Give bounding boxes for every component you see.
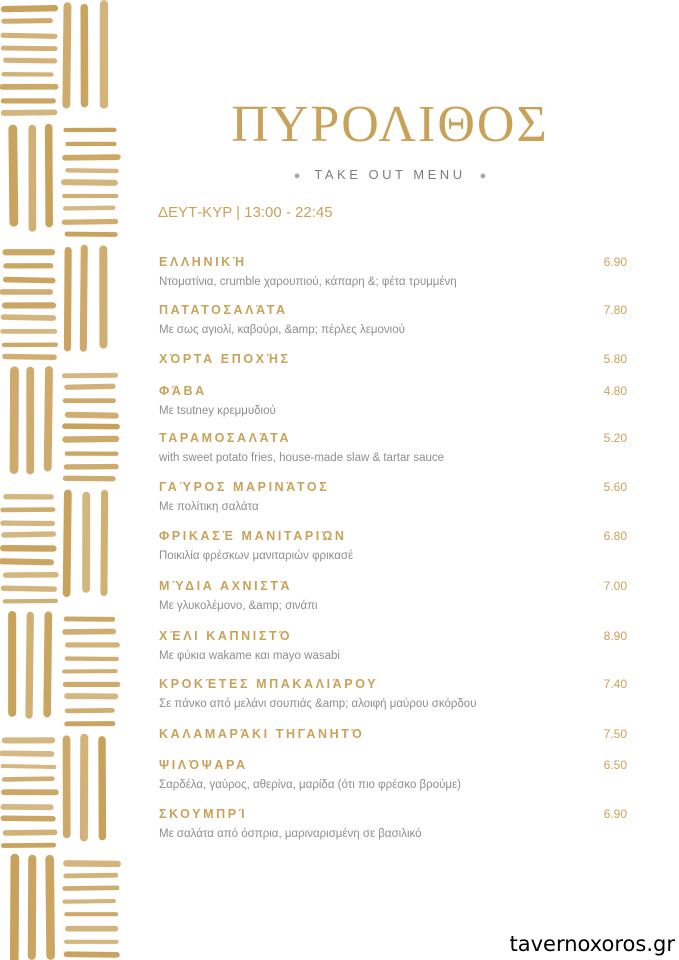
menu-item-price: 7.00 <box>603 579 627 593</box>
brush-stroke <box>65 157 118 158</box>
brush-stroke <box>64 375 115 376</box>
menu-item-name: ΨΙΛΌΨΑΡΑ <box>159 758 248 772</box>
menu-subtitle-text: TAKE OUT MENU <box>314 167 466 182</box>
brush-stroke <box>4 21 50 22</box>
brush-stroke <box>67 386 113 387</box>
menu-item-description: with sweet potato fries, house-made slaw & tartar sauce <box>159 452 445 464</box>
menu-item-name: ΚΡΟΚΈΤΕΣ ΜΠΑΚΑΛΙΆΡΟΥ <box>159 677 379 691</box>
menu-item-price: 6.80 <box>603 529 627 543</box>
brush-stroke <box>3 317 53 318</box>
menu-item-description: Με πολίτικη σαλάτα <box>159 501 259 513</box>
menu-item-description: Σε πάνκο από μελάνι σουπιάς &amp; αλοιφή μαύρου σκόρδου <box>159 698 477 710</box>
menu-item-description: Με σως αγιολί, καβούρι, &amp; πέρλες λεμονιού <box>159 324 405 336</box>
menu-item-price: 4.80 <box>603 384 627 398</box>
brush-stroke <box>67 170 116 171</box>
brush-stroke <box>5 356 54 357</box>
brush-stroke <box>6 832 55 833</box>
menu-item-name: ΣΚΟΥΜΠΡΊ <box>159 807 248 821</box>
brush-stroke <box>65 208 113 209</box>
brush-stroke <box>4 8 55 9</box>
menu-item-description: Ντοματίνια, crumble χαρουπιού, κάπαρη &; φέτα τρυμμένη <box>159 276 457 288</box>
menu-item-price: 5.80 <box>603 352 627 366</box>
brush-stroke <box>67 710 112 711</box>
brush-stroke-pattern <box>0 0 122 960</box>
brush-stroke <box>3 845 53 846</box>
menu-subtitle <box>160 166 620 184</box>
brush-stroke <box>66 863 117 864</box>
brush-stroke <box>5 601 56 602</box>
brush-stroke <box>29 615 30 715</box>
brush-stroke <box>3 48 55 49</box>
menu-item-description: Με σαλάτα από όσπρια, μαριναρισμένη σε βασιλικό <box>159 828 422 840</box>
brush-stroke <box>2 561 51 562</box>
brush-stroke <box>64 901 113 902</box>
brush-stroke <box>3 35 55 36</box>
brush-stroke <box>48 370 49 467</box>
brush-stroke <box>66 6 67 104</box>
brush-stroke <box>83 248 84 348</box>
brush-stroke <box>6 280 53 281</box>
brush-stroke <box>47 615 48 713</box>
brush-stroke <box>67 251 68 348</box>
brush-stroke <box>3 588 54 589</box>
brush-stroke <box>65 439 116 440</box>
menu-item-price: 5.20 <box>603 431 627 445</box>
opening-hours: ΔΕΥΤ-ΚΥΡ | 13:00 - 22:45 <box>158 204 333 221</box>
bullet-dot-right: ● <box>479 170 487 182</box>
menu-item-description: Ποικιλία φρέσκων μανιταριών φρικασέ <box>159 550 354 562</box>
menu-item-name: ΦΡΙΚΑΣΈ ΜΑΝΙΤΑΡΙΏΝ <box>159 529 347 543</box>
brush-stroke <box>67 954 117 955</box>
menu-item-name: ΤΑΡΑΜΟΣΑΛΆΤΑ <box>159 431 292 445</box>
brush-stroke <box>14 858 15 958</box>
menu-item-name: ΠΑΤΑΤΟΣΑΛΆΤΑ <box>159 303 288 317</box>
brush-stroke <box>67 494 68 594</box>
menu-item-description: Με φύκια wakame και mayo wasabi <box>159 650 340 662</box>
brush-stroke <box>3 766 55 767</box>
brush-stroke <box>65 888 117 889</box>
brush-stroke <box>4 112 55 113</box>
brush-stroke <box>3 818 53 819</box>
brush-stroke <box>6 60 55 61</box>
brush-stroke <box>66 875 116 876</box>
menu-item-name: ΧΈΛΙ ΚΑΠΝΙΣΤΌ <box>159 629 293 643</box>
brush-stroke <box>50 859 51 955</box>
menu-item-name: ΜΎΔΙΑ ΑΧΝΙΣΤΆ <box>159 579 293 593</box>
menu-item-price: 6.90 <box>603 807 627 821</box>
menu-item-description: Με tsutney κρεμμυδιού <box>159 405 276 417</box>
brush-stroke <box>104 493 105 592</box>
watermark: tavernoxoros.gr <box>509 932 675 956</box>
brush-stroke <box>2 753 51 754</box>
menu-item-price: 7.50 <box>603 727 627 741</box>
menu-item-price: 8.90 <box>603 629 627 643</box>
menu-item-name: ΚΑΛΑΜΑΡΆΚΙ ΤΗΓΑΝΗΤΌ <box>159 727 365 741</box>
brush-stroke <box>4 779 52 780</box>
menu-item-description: Με γλυκολέμονο, &amp; σινάπι <box>159 600 318 612</box>
menu-item-price: 6.90 <box>603 255 627 269</box>
bullet-dot-left: ● <box>293 170 301 182</box>
brush-stroke <box>13 129 14 222</box>
menu-item-price: 7.80 <box>603 303 627 317</box>
menu-item-name: ΕΛΛΗΝΙΚΉ <box>159 255 247 269</box>
brush-stroke <box>64 221 115 222</box>
brush-stroke <box>4 534 53 535</box>
restaurant-title: ΠΥΡΟΛΙΘΟΣ <box>231 96 549 153</box>
brush-stroke <box>68 415 116 416</box>
menu-item-price: 6.50 <box>603 758 627 772</box>
brush-stroke <box>64 182 115 183</box>
menu-item-price: 5.60 <box>603 480 627 494</box>
menu-item-name: ΦΆΒΑ <box>159 384 207 398</box>
menu-item-price: 7.40 <box>603 677 627 691</box>
menu-item-description: Σαρδέλα, γαύρος, αθερίνα, μαρίδα (ότι πιο φρέσκο βρούμε) <box>159 779 461 791</box>
menu-item-name: ΧΌΡΤΑ ΕΠΟΧΉΣ <box>159 352 291 366</box>
brush-stroke <box>49 128 50 224</box>
menu-item-name: ΓΑΎΡΟΣ ΜΑΡΙΝΆΤΟΣ <box>159 480 330 494</box>
